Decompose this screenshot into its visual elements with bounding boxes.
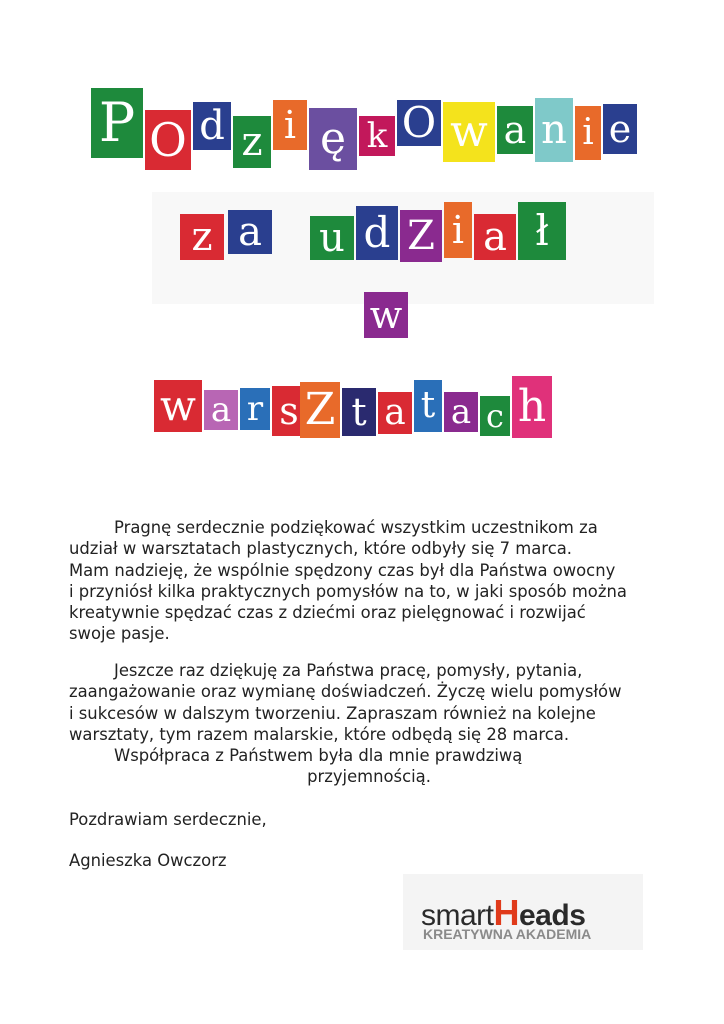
letter-tile: t bbox=[342, 388, 376, 436]
letter-tile: c bbox=[480, 396, 510, 436]
letter-tile: w bbox=[154, 380, 202, 432]
paragraph-thanks bbox=[69, 517, 669, 645]
letter-tile: w bbox=[443, 102, 495, 162]
signature-name: Agnieszka Owczorz bbox=[69, 851, 227, 870]
title-line-2 bbox=[0, 196, 724, 286]
letter-tile: s bbox=[272, 386, 306, 436]
letter-tile: a bbox=[444, 392, 478, 432]
letter-tile: Z bbox=[400, 210, 442, 262]
letter-tile: z bbox=[233, 116, 271, 168]
text-line: swoje pasje. bbox=[69, 624, 170, 644]
letter-tile: Z bbox=[300, 382, 340, 438]
letter-tile: a bbox=[474, 214, 516, 260]
smartheads-logo bbox=[403, 874, 643, 950]
title-line-4 bbox=[0, 370, 724, 460]
title-line-3 bbox=[0, 290, 724, 380]
closing-greeting: Pozdrawiam serdecznie, bbox=[69, 810, 267, 829]
letter-tile: O bbox=[145, 110, 191, 170]
letter-tile: k bbox=[359, 116, 395, 156]
text-line: Pragnę serdecznie podziękować wszystkim uczestnikom za bbox=[114, 518, 598, 537]
letter-tile: i bbox=[575, 106, 601, 160]
letter-tile: a bbox=[497, 106, 533, 154]
text-line: udział w warsztatach plastycznych, które odbyły się 7 marca. bbox=[69, 539, 572, 559]
paragraph-cooperation bbox=[69, 745, 669, 788]
text-line: Jeszcze raz dziękuję za Państwa pracę, pomysły, pytania, bbox=[114, 661, 583, 680]
letter-tile: t bbox=[414, 380, 442, 432]
title-line-1 bbox=[0, 82, 724, 172]
letter-tile: ę bbox=[309, 108, 357, 170]
logo-word-part: eads bbox=[519, 899, 586, 932]
letter-tile: w bbox=[364, 292, 408, 338]
letter-tile: d bbox=[356, 206, 398, 260]
text-line: przyjemnością. bbox=[307, 767, 431, 787]
letter-tile: a bbox=[378, 392, 412, 434]
letter-tile: n bbox=[535, 98, 573, 162]
letter-tile: O bbox=[397, 100, 441, 146]
letter-tile: r bbox=[240, 388, 270, 430]
logo-tagline: KREATYWNA AKADEMIA bbox=[423, 926, 592, 942]
letter-tile: a bbox=[204, 390, 238, 430]
logo-word-part: smart bbox=[421, 899, 494, 932]
letter-tile: u bbox=[310, 216, 354, 260]
letter-tile: a bbox=[228, 210, 272, 254]
text-line: i sukcesów w dalszym tworzeniu. Zapraszam również na kolejne bbox=[69, 703, 596, 723]
letter-tile: d bbox=[193, 102, 231, 150]
text-line: warsztaty, tym razem malarskie, które odbędą się 28 marca. bbox=[69, 724, 570, 744]
text-line: zaangażowanie oraz wymianę doświadczeń. Życzę wielu pomysłów bbox=[69, 682, 622, 702]
text-line: i przyniósł kilka praktycznych pomysłów na to, w jaki sposób można bbox=[69, 581, 627, 601]
letter-tile: z bbox=[180, 214, 224, 260]
letter-tile: P bbox=[91, 88, 143, 158]
text-line: Mam nadzieję, że wspólnie spędzony czas był dla Państwa owocny bbox=[69, 560, 616, 580]
logo-word-part: H bbox=[493, 892, 519, 933]
letter-tile: ł bbox=[518, 202, 566, 260]
paragraph-invitation bbox=[69, 660, 669, 745]
text-line: kreatywnie spędzać czas z dziećmi oraz pielęgnować i rozwijać bbox=[69, 603, 586, 623]
letter-tile: i bbox=[444, 202, 472, 258]
letter-tile: i bbox=[273, 100, 307, 150]
letter-tile: h bbox=[512, 376, 552, 438]
text-line: Współpraca z Państwem była dla mnie prawdziwą bbox=[114, 746, 523, 765]
letter-tile: e bbox=[603, 104, 637, 154]
